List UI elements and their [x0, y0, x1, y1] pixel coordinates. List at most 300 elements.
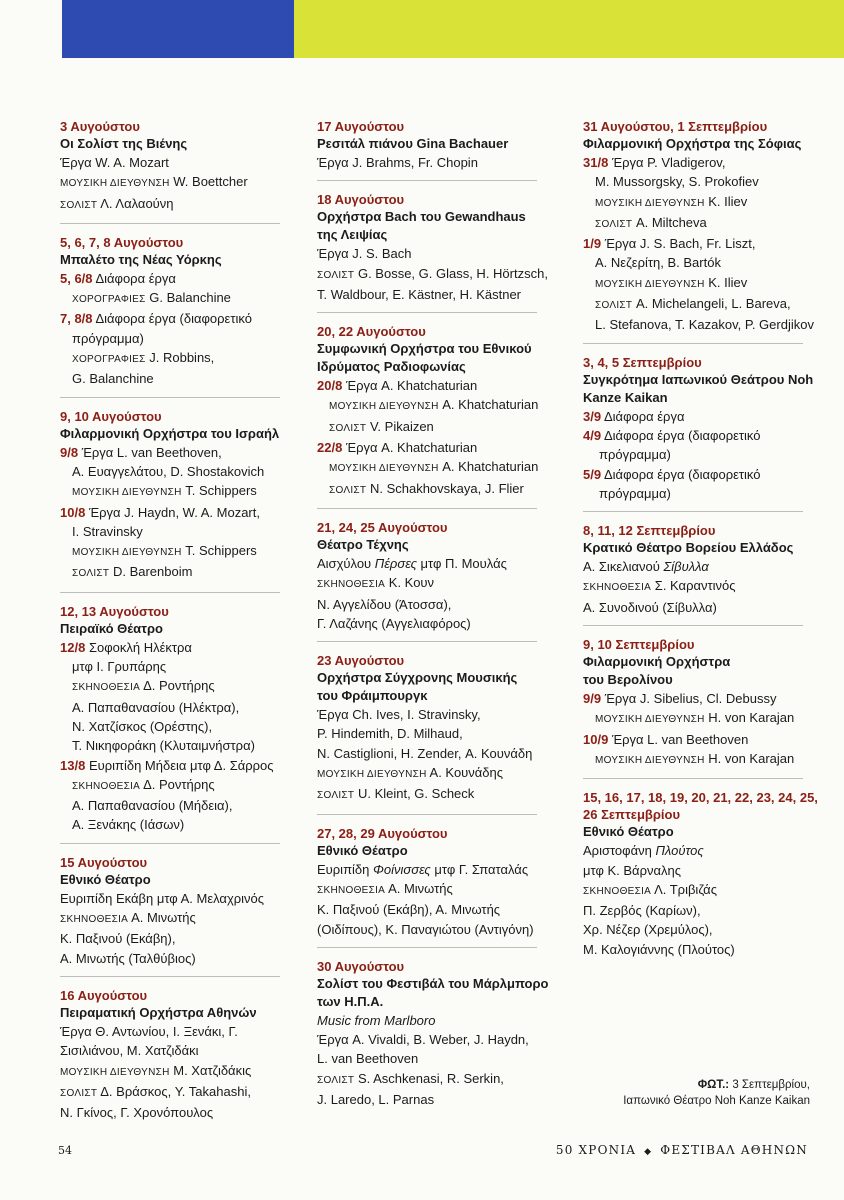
event-detail	[317, 1069, 567, 1090]
detail-text: W. Boettcher	[173, 174, 248, 190]
event-detail	[60, 481, 295, 502]
event-detail	[60, 1061, 295, 1082]
detail-text: A. Khatchaturian	[442, 397, 539, 413]
event-entry	[317, 312, 567, 500]
event-detail	[317, 920, 567, 939]
event-title	[60, 620, 295, 638]
event-detail	[60, 949, 295, 968]
detail-text: Α. Συνοδινού (Σίβυλλα)	[583, 599, 717, 615]
event-detail	[60, 562, 295, 583]
event-date: 17 Αυγούστου	[317, 119, 405, 134]
event-detail	[583, 315, 823, 334]
detail-text: Ν. Αγγελίδου (Άτοσσα),	[317, 596, 452, 612]
event-detail	[60, 194, 295, 215]
entry-divider	[583, 625, 803, 626]
event-detail	[60, 503, 295, 522]
footer-right: ΦΕΣΤΙΒΑΛ ΑΘΗΝΩΝ	[660, 1143, 808, 1157]
detail-text: Ιδρύματος Ραδιοφωνίας	[317, 359, 466, 375]
detail-text: Θέατρο Τέχνης	[317, 536, 409, 552]
event-detail	[583, 920, 823, 939]
event-date: 5, 6, 7, 8 Αυγούστου	[60, 234, 184, 250]
event-date: 23 Αυγούστου	[317, 653, 405, 669]
event-detail	[60, 676, 295, 697]
event-entry	[583, 343, 823, 503]
performance-day: 1/9	[583, 236, 602, 252]
entry-divider	[60, 592, 280, 593]
event-detail	[583, 234, 823, 253]
event-detail	[317, 724, 567, 743]
event-detail	[60, 462, 295, 481]
event-detail	[317, 417, 567, 438]
event-detail	[60, 736, 295, 755]
detail-text: T. Schippers	[185, 483, 257, 499]
entry-divider	[317, 508, 537, 509]
credit-role: ΜΟΥΣΙΚΗ ΔΙΕΥΘΥΝΣΗ	[72, 487, 182, 499]
entry-divider	[317, 814, 537, 815]
column-3	[583, 118, 823, 959]
detail-text: J. Robbins,	[149, 350, 215, 366]
event-detail	[317, 438, 567, 457]
detail-text: Διάφορα έργα	[603, 408, 685, 424]
detail-text: S. Aschkenasi, R. Serkin,	[357, 1070, 504, 1086]
event-detail	[583, 172, 823, 191]
detail-text: Α. Ευαγγελάτου, D. Shostakovich	[72, 463, 265, 479]
event-title	[60, 871, 295, 889]
detail-text: Πειραματική Ορχήστρα Αθηνών	[60, 1004, 257, 1020]
detail-text: Φιλαρμονική Ορχήστρα του Ισραήλ	[60, 425, 280, 441]
detail-text: Π. Ζερβός (Καρίων),	[583, 903, 701, 919]
detail-text: U. Kleint, G. Scheck	[357, 786, 475, 802]
event-detail	[60, 369, 295, 388]
detail-text: A. Miltcheva	[635, 214, 707, 230]
footer-separator: ◆	[644, 1147, 653, 1157]
detail-text: Έργα J. S. Bach	[317, 246, 412, 262]
detail-text: Διάφορα έργα (διαφορετικό	[95, 311, 252, 327]
event-title	[583, 371, 823, 389]
event-detail	[583, 253, 823, 272]
event-detail	[583, 689, 823, 708]
event-detail	[60, 717, 295, 736]
detail-text: K. Iliev	[708, 274, 748, 290]
event-title	[317, 669, 567, 687]
event-detail	[583, 749, 823, 770]
work-author: Α. Σικελιανού	[583, 559, 664, 575]
event-detail	[60, 172, 295, 193]
detail-text: Δ. Βράσκος, Y. Takahashi,	[100, 1083, 251, 1099]
event-title	[317, 842, 567, 860]
credit-role: ΣΚΗΝΟΘΕΣΙΑ	[317, 579, 386, 591]
entry-divider	[317, 947, 537, 948]
event-date: 15 Αυγούστου	[60, 854, 148, 870]
detail-text: Έργα J. Sibelius, Cl. Debussy	[604, 691, 777, 707]
detail-text: μτφ Ι. Γρυπάρης	[72, 659, 167, 675]
detail-text: Γ. Λαζάνης (Αγγελιαφόρος)	[317, 615, 471, 631]
detail-text: M. Mussorgsky, S. Prokofiev	[595, 174, 759, 190]
event-title	[583, 823, 823, 841]
detail-text: Μ. Χατζιδάκις	[173, 1062, 252, 1078]
event-entry	[60, 397, 295, 584]
performance-day: 7, 8/8	[60, 311, 93, 327]
detail-text: Κ. Παξινού (Εκάβη),	[60, 931, 176, 947]
detail-text: του Φράιμπουργκ	[317, 688, 428, 704]
detail-text: A. Michelangeli, L. Bareva,	[635, 296, 791, 312]
detail-text: Εθνικό Θέατρο	[60, 871, 151, 887]
detail-text: Α. Μινωτής	[388, 880, 453, 896]
event-title	[60, 1004, 295, 1022]
detail-text: Λ. Τριβιζάς	[654, 881, 717, 897]
work-title: Πέρσες	[374, 555, 417, 571]
event-detail	[583, 426, 823, 445]
detail-text: D. Barenboim	[112, 564, 193, 580]
detail-text: Ορχήστρα Σύγχρονης Μουσικής	[317, 670, 518, 686]
detail-text: μτφ Π. Μουλάς	[416, 555, 507, 571]
credit-role: ΜΟΥΣΙΚΗ ΔΙΕΥΘΥΝΣΗ	[329, 463, 439, 475]
event-detail	[583, 273, 823, 294]
event-detail	[317, 1011, 567, 1030]
detail-text: Ευριπίδη Εκάβη μτφ Α. Μελαχρινός	[60, 890, 265, 906]
event-date: 18 Αυγούστου	[317, 192, 405, 208]
event-detail	[583, 576, 823, 597]
event-detail	[583, 192, 823, 213]
work-author: Αισχύλου	[317, 555, 375, 571]
event-entry	[317, 118, 567, 172]
event-detail	[317, 264, 567, 285]
credit-role: ΣΟΛΙΣΤ	[595, 218, 633, 230]
detail-text: Έργα J. S. Bach, Fr. Liszt,	[604, 236, 756, 252]
credit-role: ΣΚΗΝΟΘΕΣΙΑ	[60, 914, 129, 926]
event-detail	[583, 901, 823, 920]
detail-text: Α. Παπαθανασίου (Ηλέκτρα),	[72, 699, 240, 715]
event-detail	[583, 598, 823, 617]
credit-role: ΣΚΗΝΟΘΕΣΙΑ	[583, 582, 652, 594]
event-entry	[583, 778, 823, 959]
event-title	[60, 251, 295, 269]
detail-text: Α. Παπαθανασίου (Μήδεια),	[72, 798, 233, 814]
event-detail	[60, 657, 295, 676]
credit-role: ΣΟΛΙΣΤ	[72, 568, 110, 580]
performance-day: 31/8	[583, 155, 609, 170]
event-detail	[317, 479, 567, 500]
credit-role: ΜΟΥΣΙΚΗ ΔΙΕΥΘΥΝΣΗ	[595, 278, 705, 290]
event-detail	[317, 244, 567, 263]
detail-text: Α. Νεζερίτη, B. Bartók	[595, 255, 721, 271]
detail-text: H. von Karajan	[708, 710, 795, 726]
detail-text: Έργα A. Khatchaturian	[345, 378, 478, 394]
detail-text: J. Laredo, L. Parnas	[317, 1092, 435, 1108]
detail-text: G. Balanchine	[72, 371, 154, 387]
detail-text: Οι Σολίστ της Βιένης	[60, 136, 188, 151]
event-detail	[317, 554, 567, 573]
detail-text: Συμφωνική Ορχήστρα του Εθνικού	[317, 341, 532, 357]
detail-text: T. Waldbour, E. Kästner, H. Kästner	[317, 286, 522, 302]
detail-text: Χρ. Νέζερ (Χρεμύλος),	[583, 922, 713, 938]
entry-divider	[317, 641, 537, 642]
event-detail	[60, 756, 295, 775]
detail-text: L. van Beethoven	[317, 1051, 419, 1067]
event-date: 30 Αυγούστου	[317, 958, 405, 974]
performance-day: 10/9	[583, 731, 609, 747]
detail-text: Εθνικό Θέατρο	[583, 824, 674, 840]
event-date: 3, 4, 5 Σεπτεμβρίου	[583, 354, 702, 370]
event-title	[583, 539, 823, 557]
event-title	[60, 425, 295, 443]
event-detail	[60, 775, 295, 796]
detail-text: Ορχήστρα Bach του Gewandhaus	[317, 209, 526, 225]
event-detail	[60, 929, 295, 948]
event-detail	[317, 376, 567, 395]
detail-text: Έργα Θ. Αντωνίου, Ι. Ξενάκι, Γ.	[60, 1023, 238, 1039]
event-entry	[317, 180, 567, 304]
event-detail	[317, 900, 567, 919]
event-detail	[583, 730, 823, 749]
credit-role: ΜΟΥΣΙΚΗ ΔΙΕΥΘΥΝΣΗ	[595, 714, 705, 726]
detail-text: Α. Ξενάκης (Ιάσων)	[72, 817, 185, 833]
event-detail	[583, 294, 823, 315]
event-detail	[583, 880, 823, 901]
event-detail	[60, 1082, 295, 1103]
detail-text: Έργα P. Vladigerov,	[611, 155, 726, 170]
performance-day: 22/8	[317, 440, 343, 456]
event-detail	[317, 573, 567, 594]
performance-day: 5, 6/8	[60, 270, 93, 286]
detail-text: Έργα W. A. Mozart	[60, 155, 169, 170]
credit-role: ΣΟΛΙΣΤ	[60, 199, 98, 211]
event-date: 3 Αυγούστου	[60, 119, 140, 134]
detail-text: A. Khatchaturian	[442, 459, 539, 475]
credit-role: ΜΟΥΣΙΚΗ ΔΙΕΥΘΥΝΣΗ	[317, 769, 427, 781]
detail-text: Σολίστ του Φεστιβάλ του Μάρλμπορο	[317, 975, 549, 991]
event-date: 9, 10 Σεπτεμβρίου	[583, 637, 695, 653]
work-title: Σίβυλλα	[663, 559, 709, 575]
event-detail	[583, 445, 823, 464]
work-title: Music from Marlboro	[317, 1012, 436, 1028]
event-entry	[583, 511, 823, 617]
detail-text: Ν. Γκίνος, Γ. Χρονόπουλος	[60, 1105, 214, 1121]
detail-text: Σ. Καραντινός	[654, 578, 736, 594]
detail-text: V. Pikaizen	[369, 418, 434, 434]
credit-role: ΧΟΡΟΓΡΑΦΙΕΣ	[72, 294, 146, 306]
column-2	[317, 118, 567, 1109]
event-detail	[583, 407, 823, 426]
detail-text: Ευριπίδη Μήδεια μτφ Δ. Σάρρος	[88, 757, 274, 773]
detail-text: Δ. Ροντήρης	[143, 678, 215, 694]
detail-text: Φιλαρμονική Ορχήστρα	[583, 654, 731, 670]
event-entry	[317, 947, 567, 1109]
entry-divider	[583, 778, 803, 779]
event-title	[317, 358, 567, 376]
detail-text: Έργα J. Haydn, W. A. Mozart,	[88, 504, 260, 520]
entry-divider	[317, 180, 537, 181]
event-detail	[60, 889, 295, 908]
event-detail	[317, 285, 567, 304]
performance-day: 10/8	[60, 504, 86, 520]
detail-text: Διάφορα έργα (διαφορετικό	[603, 466, 761, 482]
event-entry	[60, 118, 295, 215]
event-detail	[60, 796, 295, 815]
credit-role: ΧΟΡΟΓΡΑΦΙΕΣ	[72, 354, 146, 366]
event-detail	[60, 908, 295, 929]
event-detail	[583, 841, 823, 860]
event-detail	[60, 443, 295, 462]
event-entry	[60, 843, 295, 968]
column-1	[60, 118, 295, 1122]
event-detail	[317, 763, 567, 784]
event-detail	[583, 940, 823, 959]
credit-role: ΜΟΥΣΙΚΗ ΔΙΕΥΘΥΝΣΗ	[595, 754, 705, 766]
event-entry	[317, 641, 567, 805]
event-detail	[317, 1090, 567, 1109]
credit-role: ΣΚΗΝΟΘΕΣΙΑ	[72, 780, 141, 792]
detail-text: του Βερολίνου	[583, 672, 673, 688]
event-title	[583, 389, 823, 407]
event-date: 16 Αυγούστου	[60, 987, 148, 1003]
detail-text: Kanze Kaikan	[583, 389, 668, 405]
event-detail	[317, 705, 567, 724]
credit-role: ΣΟΛΙΣΤ	[595, 300, 633, 312]
detail-text: Έργα Ch. Ives, I. Stravinsky,	[317, 707, 481, 723]
event-detail	[583, 557, 823, 576]
performance-day: 9/9	[583, 691, 602, 707]
caption-line1: 3 Σεπτεμβρίου,	[732, 1079, 810, 1091]
event-entry	[583, 625, 823, 770]
credit-role: ΜΟΥΣΙΚΗ ΔΙΕΥΘΥΝΣΗ	[72, 547, 182, 559]
performance-day: 5/9	[583, 466, 602, 482]
event-entry	[60, 976, 295, 1122]
detail-text: T. Schippers	[185, 543, 257, 559]
event-detail	[317, 744, 567, 763]
event-date: 21, 24, 25 Αυγούστου	[317, 519, 448, 535]
detail-text: Λ. Λαλαούνη	[100, 195, 174, 211]
event-detail	[317, 1030, 567, 1049]
event-detail	[60, 1103, 295, 1122]
event-date: 8, 11, 12 Σεπτεμβρίου	[583, 523, 716, 539]
photo-caption	[600, 1077, 810, 1109]
caption-line2: Ιαπωνικό Θέατρο Noh Kanze Kaikan	[623, 1095, 810, 1107]
header-color-bar-blue	[62, 0, 294, 58]
credit-role: ΜΟΥΣΙΚΗ ΔΙΕΥΘΥΝΣΗ	[60, 178, 170, 190]
performance-day: 13/8	[60, 757, 86, 773]
entry-divider	[583, 343, 803, 344]
event-detail	[60, 269, 295, 288]
detail-text: Μπαλέτο της Νέας Υόρκης	[60, 251, 222, 267]
detail-text: I. Stravinsky	[72, 523, 143, 539]
event-detail	[317, 1049, 567, 1068]
detail-text: Έργα A. Khatchaturian	[345, 440, 478, 456]
credit-role: ΣΟΛΙΣΤ	[329, 422, 367, 434]
event-detail	[583, 213, 823, 234]
entry-divider	[317, 312, 537, 313]
event-title	[317, 208, 567, 226]
event-detail	[60, 288, 295, 309]
detail-text: Δ. Ροντήρης	[143, 776, 215, 792]
event-detail	[317, 457, 567, 478]
credit-role: ΜΟΥΣΙΚΗ ΔΙΕΥΘΥΝΣΗ	[595, 197, 705, 209]
event-title	[583, 671, 823, 689]
detail-text: L. Stefanova, T. Kazakov, P. Gerdjikov	[595, 317, 814, 333]
credit-role: ΣΚΗΝΟΘΕΣΙΑ	[317, 884, 386, 896]
credit-role: ΣΟΛΙΣΤ	[60, 1087, 98, 1099]
event-detail	[583, 861, 823, 880]
event-date: 15, 16, 17, 18, 19, 20, 21, 22, 23, 24, 25, 26 Σεπτεμβρίου	[583, 790, 818, 823]
event-detail	[60, 638, 295, 657]
event-detail	[60, 815, 295, 834]
event-title	[317, 340, 567, 358]
detail-text: Κρατικό Θέατρο Βορείου Ελλάδος	[583, 540, 794, 556]
event-detail	[317, 784, 567, 805]
event-detail	[583, 153, 823, 172]
detail-text: Εθνικό Θέατρο	[317, 842, 408, 858]
detail-text: Διάφορα έργα	[95, 270, 176, 286]
credit-role: ΣΟΛΙΣΤ	[329, 484, 367, 496]
detail-text: πρόγραμμα)	[599, 447, 671, 463]
detail-text: της Λειψίας	[317, 227, 388, 243]
event-detail	[583, 465, 823, 484]
detail-text: Πειραϊκό Θέατρο	[60, 620, 163, 636]
detail-text: Έργα J. Brahms, Fr. Chopin	[317, 155, 478, 170]
detail-text: Ρεσιτάλ πιάνου Gina Bachauer	[317, 136, 509, 151]
event-date: 20, 22 Αυγούστου	[317, 324, 426, 340]
event-entry	[60, 592, 295, 835]
event-title	[317, 975, 567, 993]
work-title: Πλούτος	[655, 843, 704, 859]
event-title	[317, 536, 567, 554]
detail-text: πρόγραμμα)	[72, 330, 144, 346]
credit-role: ΣΚΗΝΟΘΕΣΙΑ	[72, 682, 141, 694]
detail-text: G. Balanchine	[149, 290, 231, 306]
event-entry	[317, 814, 567, 939]
performance-day: 4/9	[583, 427, 602, 443]
event-detail	[583, 708, 823, 729]
credit-role: ΣΟΛΙΣΤ	[317, 1074, 355, 1086]
event-title	[317, 135, 567, 153]
performance-day: 20/8	[317, 378, 343, 394]
event-detail	[60, 309, 295, 328]
detail-text: των Η.Π.Α.	[317, 993, 384, 1009]
detail-text: Φιλαρμονική Ορχήστρα της Σόφιας	[583, 136, 802, 151]
detail-text: Τ. Νικηφοράκη (Κλυταιμνήστρα)	[72, 738, 255, 754]
header-color-bar-green	[294, 0, 844, 58]
detail-text: Σισιλιάνου, Μ. Χατζιδάκι	[60, 1043, 199, 1059]
event-detail	[60, 698, 295, 717]
entry-divider	[60, 843, 280, 844]
event-entry	[60, 223, 295, 389]
detail-text: K. Iliev	[708, 193, 748, 209]
event-detail	[317, 614, 567, 633]
event-date: 31 Αυγούστου, 1 Σεπτεμβρίου	[583, 119, 768, 134]
detail-text: Έργα L. van Beethoven	[611, 731, 749, 747]
detail-text: Κ. Κουν	[388, 575, 435, 591]
event-detail	[583, 484, 823, 503]
detail-text: Α. Μινωτής	[131, 910, 196, 926]
event-entry	[317, 508, 567, 633]
credit-role: ΣΟΛΙΣΤ	[317, 269, 355, 281]
event-detail	[60, 1022, 295, 1041]
event-detail	[317, 153, 567, 172]
detail-text: N. Castiglioni, H. Zender, Α. Κουνάδη	[317, 745, 533, 761]
detail-text: Κ. Παξινού (Εκάβη), Α. Μινωτής	[317, 902, 501, 918]
detail-text: Έργα A. Vivaldi, B. Weber, J. Haydn,	[317, 1032, 529, 1048]
credit-role: ΣΟΛΙΣΤ	[317, 790, 355, 802]
event-detail	[317, 860, 567, 879]
detail-text: P. Hindemith, D. Milhaud,	[317, 726, 463, 742]
event-detail	[60, 1041, 295, 1060]
event-detail	[317, 395, 567, 416]
page-number: 54	[58, 1144, 72, 1157]
event-title	[317, 226, 567, 244]
credit-role: ΜΟΥΣΙΚΗ ΔΙΕΥΘΥΝΣΗ	[329, 401, 439, 413]
detail-text: Α. Μινωτής (Ταλθύβιος)	[60, 950, 196, 966]
detail-text: πρόγραμμα)	[599, 485, 671, 501]
